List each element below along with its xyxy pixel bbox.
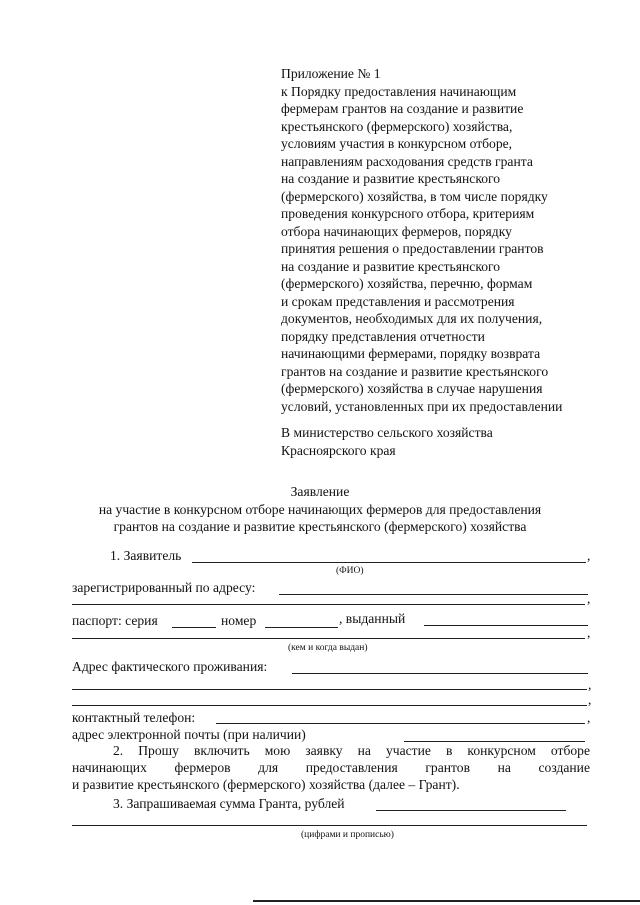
appendix-line: отбора начинающих фермеров, порядку <box>281 223 512 239</box>
appendix-line: на создание и развитие крестьянского <box>281 258 501 274</box>
comma: , <box>587 625 591 640</box>
amount-label: 3. Запрашиваемая сумма Гранта, рублей <box>113 796 345 811</box>
passport-number-label: номер <box>221 613 257 628</box>
email-label: адрес электронной почты (при наличии) <box>72 727 306 742</box>
amount-hint: (цифрами и прописью) <box>301 830 394 840</box>
amount-field-2[interactable] <box>72 825 587 826</box>
appendix-line: грантов на создание и развитие крестьянского <box>281 363 549 379</box>
actual-address-field-2[interactable] <box>72 689 587 690</box>
appendix-line: и срокам представления и рассмотрения <box>281 293 515 309</box>
passport-series-label: паспорт: серия <box>72 613 158 628</box>
applicant-field[interactable] <box>192 562 586 563</box>
document-subtitle-2: грантов на создание и развитие крестьянского (фермерского) хозяйства <box>113 519 527 534</box>
applicant-hint: (ФИО) <box>336 566 364 576</box>
comma: , <box>587 591 591 606</box>
phone-label: контактный телефон: <box>72 710 196 725</box>
appendix-line: (фермерского) хозяйства в случае нарушения <box>281 381 543 396</box>
passport-hint: (кем и когда выдан) <box>288 643 368 653</box>
document-title: Заявление <box>290 484 350 499</box>
appendix-header <box>281 65 611 415</box>
applicant-label: 1. Заявитель <box>110 548 182 563</box>
registered-address-field-2[interactable] <box>72 604 585 605</box>
actual-address-field-3[interactable] <box>72 705 587 706</box>
passport-number-field[interactable] <box>265 627 338 628</box>
addressee <box>281 424 493 459</box>
passport-series-field[interactable] <box>172 627 216 628</box>
appendix-line: (фермерского) хозяйства, в том числе порядку <box>281 188 548 204</box>
appendix-line: начинающими фермерами, порядку возврата <box>281 346 541 361</box>
passport-issued-field[interactable] <box>424 625 588 626</box>
appendix-line: условий, установленных при их предоставлении <box>281 398 563 414</box>
email-field[interactable] <box>404 741 585 742</box>
appendix-line: направлениям расходования средств гранта <box>281 153 533 169</box>
passport-issued-label: , выданный <box>339 611 406 626</box>
registered-address-label: зарегистрированный по адресу: <box>72 580 256 595</box>
appendix-line: на создание и развитие крестьянского <box>281 171 501 186</box>
addressee-line-1: В министерство сельского хозяйства <box>281 425 493 440</box>
comma: , <box>587 710 591 725</box>
appendix-line: к Порядку предоставления начинающим <box>281 83 517 99</box>
appendix-line: принятия решения о предоставлении грантов <box>281 241 544 256</box>
actual-address-label: Адрес фактического проживания: <box>72 659 268 674</box>
amount-field[interactable] <box>376 810 566 811</box>
appendix-line: (фермерского) хозяйства, перечню, формам <box>281 276 533 291</box>
comma: , <box>588 677 592 692</box>
appendix-line: документов, необходимых для их получения, <box>281 311 543 326</box>
appendix-line: фермерам грантов на создание и развитие <box>281 101 524 116</box>
appendix-line: проведения конкурсного отбора, критериям <box>281 206 535 221</box>
appendix-line: порядку представления отчетности <box>281 328 485 344</box>
request-line-2: начинающих фермеров для предоставления грантов на создание <box>72 760 590 775</box>
appendix-line: условиям участия в конкурсном отборе, <box>281 136 513 151</box>
actual-address-field[interactable] <box>292 673 588 674</box>
request-line-1: 2. Прошу включить мою заявку на участие в конкурсном отборе <box>113 743 590 758</box>
document-subtitle-1: на участие в конкурсном отборе начинающих фермеров для предоставления <box>98 502 542 517</box>
appendix-line: Приложение № 1 <box>281 66 381 81</box>
phone-field[interactable] <box>216 723 585 724</box>
comma: , <box>587 548 591 563</box>
passport-issued-field-2[interactable] <box>72 638 585 639</box>
registered-address-field[interactable] <box>279 594 588 595</box>
comma: , <box>588 692 592 707</box>
request-line-3: и развитие крестьянского (фермерского) хозяйства (далее – Грант). <box>72 777 460 792</box>
appendix-line: крестьянского (фермерского) хозяйства, <box>281 118 513 134</box>
bottom-rule <box>253 900 640 902</box>
addressee-line-2: Красноярского края <box>281 442 396 458</box>
